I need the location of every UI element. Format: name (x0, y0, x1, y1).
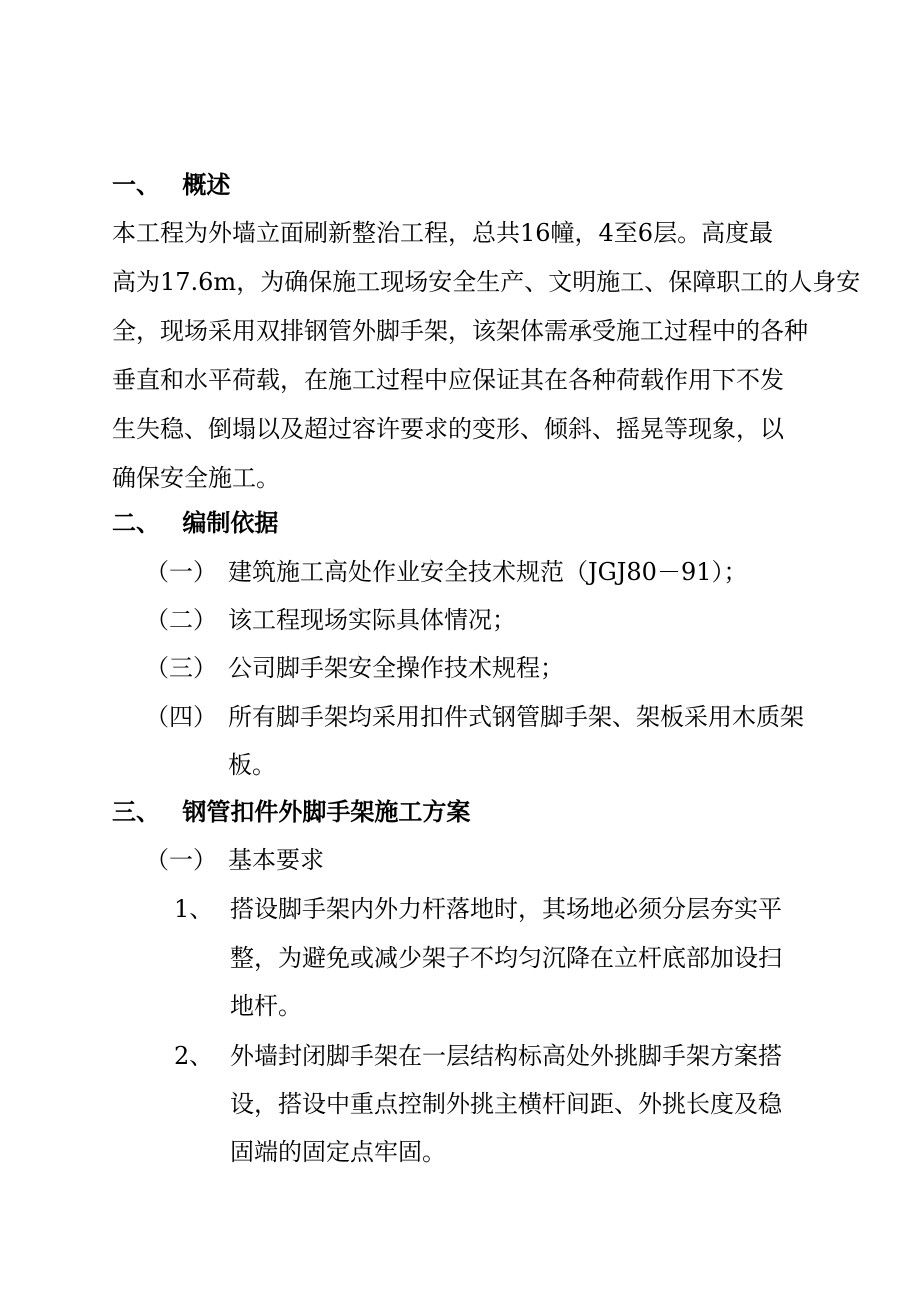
section-1-para-line: 全，现场采用双排钢管外脚手架，该架体需承受施工过程中的各种 (112, 317, 808, 345)
section-2-item-text: 该工程现场实际具体情况； (228, 606, 516, 634)
section-2-item-number: （三） (145, 654, 217, 682)
section-3-item-number: 2、 (174, 1042, 214, 1070)
section-3-item-number: 1、 (174, 895, 214, 923)
section-2-item-text: 建筑施工高处作业安全技术规范（JGJ80－91）； (228, 558, 748, 586)
section-3-sub-number: （一） (145, 846, 217, 874)
section-2-number: 二、 (112, 509, 160, 537)
section-3-item-text: 外墙封闭脚手架在一层结构标高处外挑脚手架方案搭 (230, 1042, 782, 1070)
section-1-title: 概述 (182, 171, 231, 199)
section-2-item-text: 公司脚手架安全操作技术规程； (228, 654, 564, 682)
section-3-heading (112, 797, 470, 827)
section-1-para-line: 垂直和水平荷载，在施工过程中应保证其在各种荷载作用下不发 (112, 366, 784, 394)
section-2-heading (112, 508, 278, 538)
section-1-para-line: 生失稳、倒塌以及超过容许要求的变形、倾斜、摇晃等现象，以 (112, 415, 784, 443)
section-1-number: 一、 (112, 171, 160, 199)
section-2-item-text: 所有脚手架均采用扣件式钢管脚手架、架板采用木质架 (228, 703, 804, 731)
section-2-item-number: （一） (145, 558, 217, 586)
section-1-para-line: 本工程为外墙立面刷新整治工程，总共16幢，4至6层。高度最 (112, 219, 774, 247)
section-3-number: 三、 (112, 798, 160, 826)
section-3-item-text: 整，为避免或减少架子不均匀沉降在立杆底部加设扫 (230, 944, 782, 972)
section-1-heading (112, 170, 230, 200)
section-2-item-text: 板。 (228, 751, 276, 779)
section-1-para-line: 确保安全施工。 (112, 464, 280, 492)
section-2-title: 编制依据 (182, 509, 279, 537)
section-3-item-text: 地杆。 (230, 992, 302, 1020)
section-3-item-text: 设，搭设中重点控制外挑主横杆间距、外挑长度及稳 (230, 1090, 782, 1118)
section-2-item-number: （二） (145, 606, 217, 634)
section-2-item-number: （四） (145, 703, 217, 731)
section-3-sub-title: 基本要求 (228, 846, 324, 874)
section-1-para-line: 高为17.6m，为确保施工现场安全生产、文明施工、保障职工的人身安 (112, 268, 861, 296)
section-3-item-text: 搭设脚手架内外力杆落地时，其场地必须分层夯实平 (230, 895, 782, 923)
section-3-title: 钢管扣件外脚手架施工方案 (182, 798, 471, 826)
section-3-item-text: 固端的固定点牢固。 (230, 1138, 446, 1166)
